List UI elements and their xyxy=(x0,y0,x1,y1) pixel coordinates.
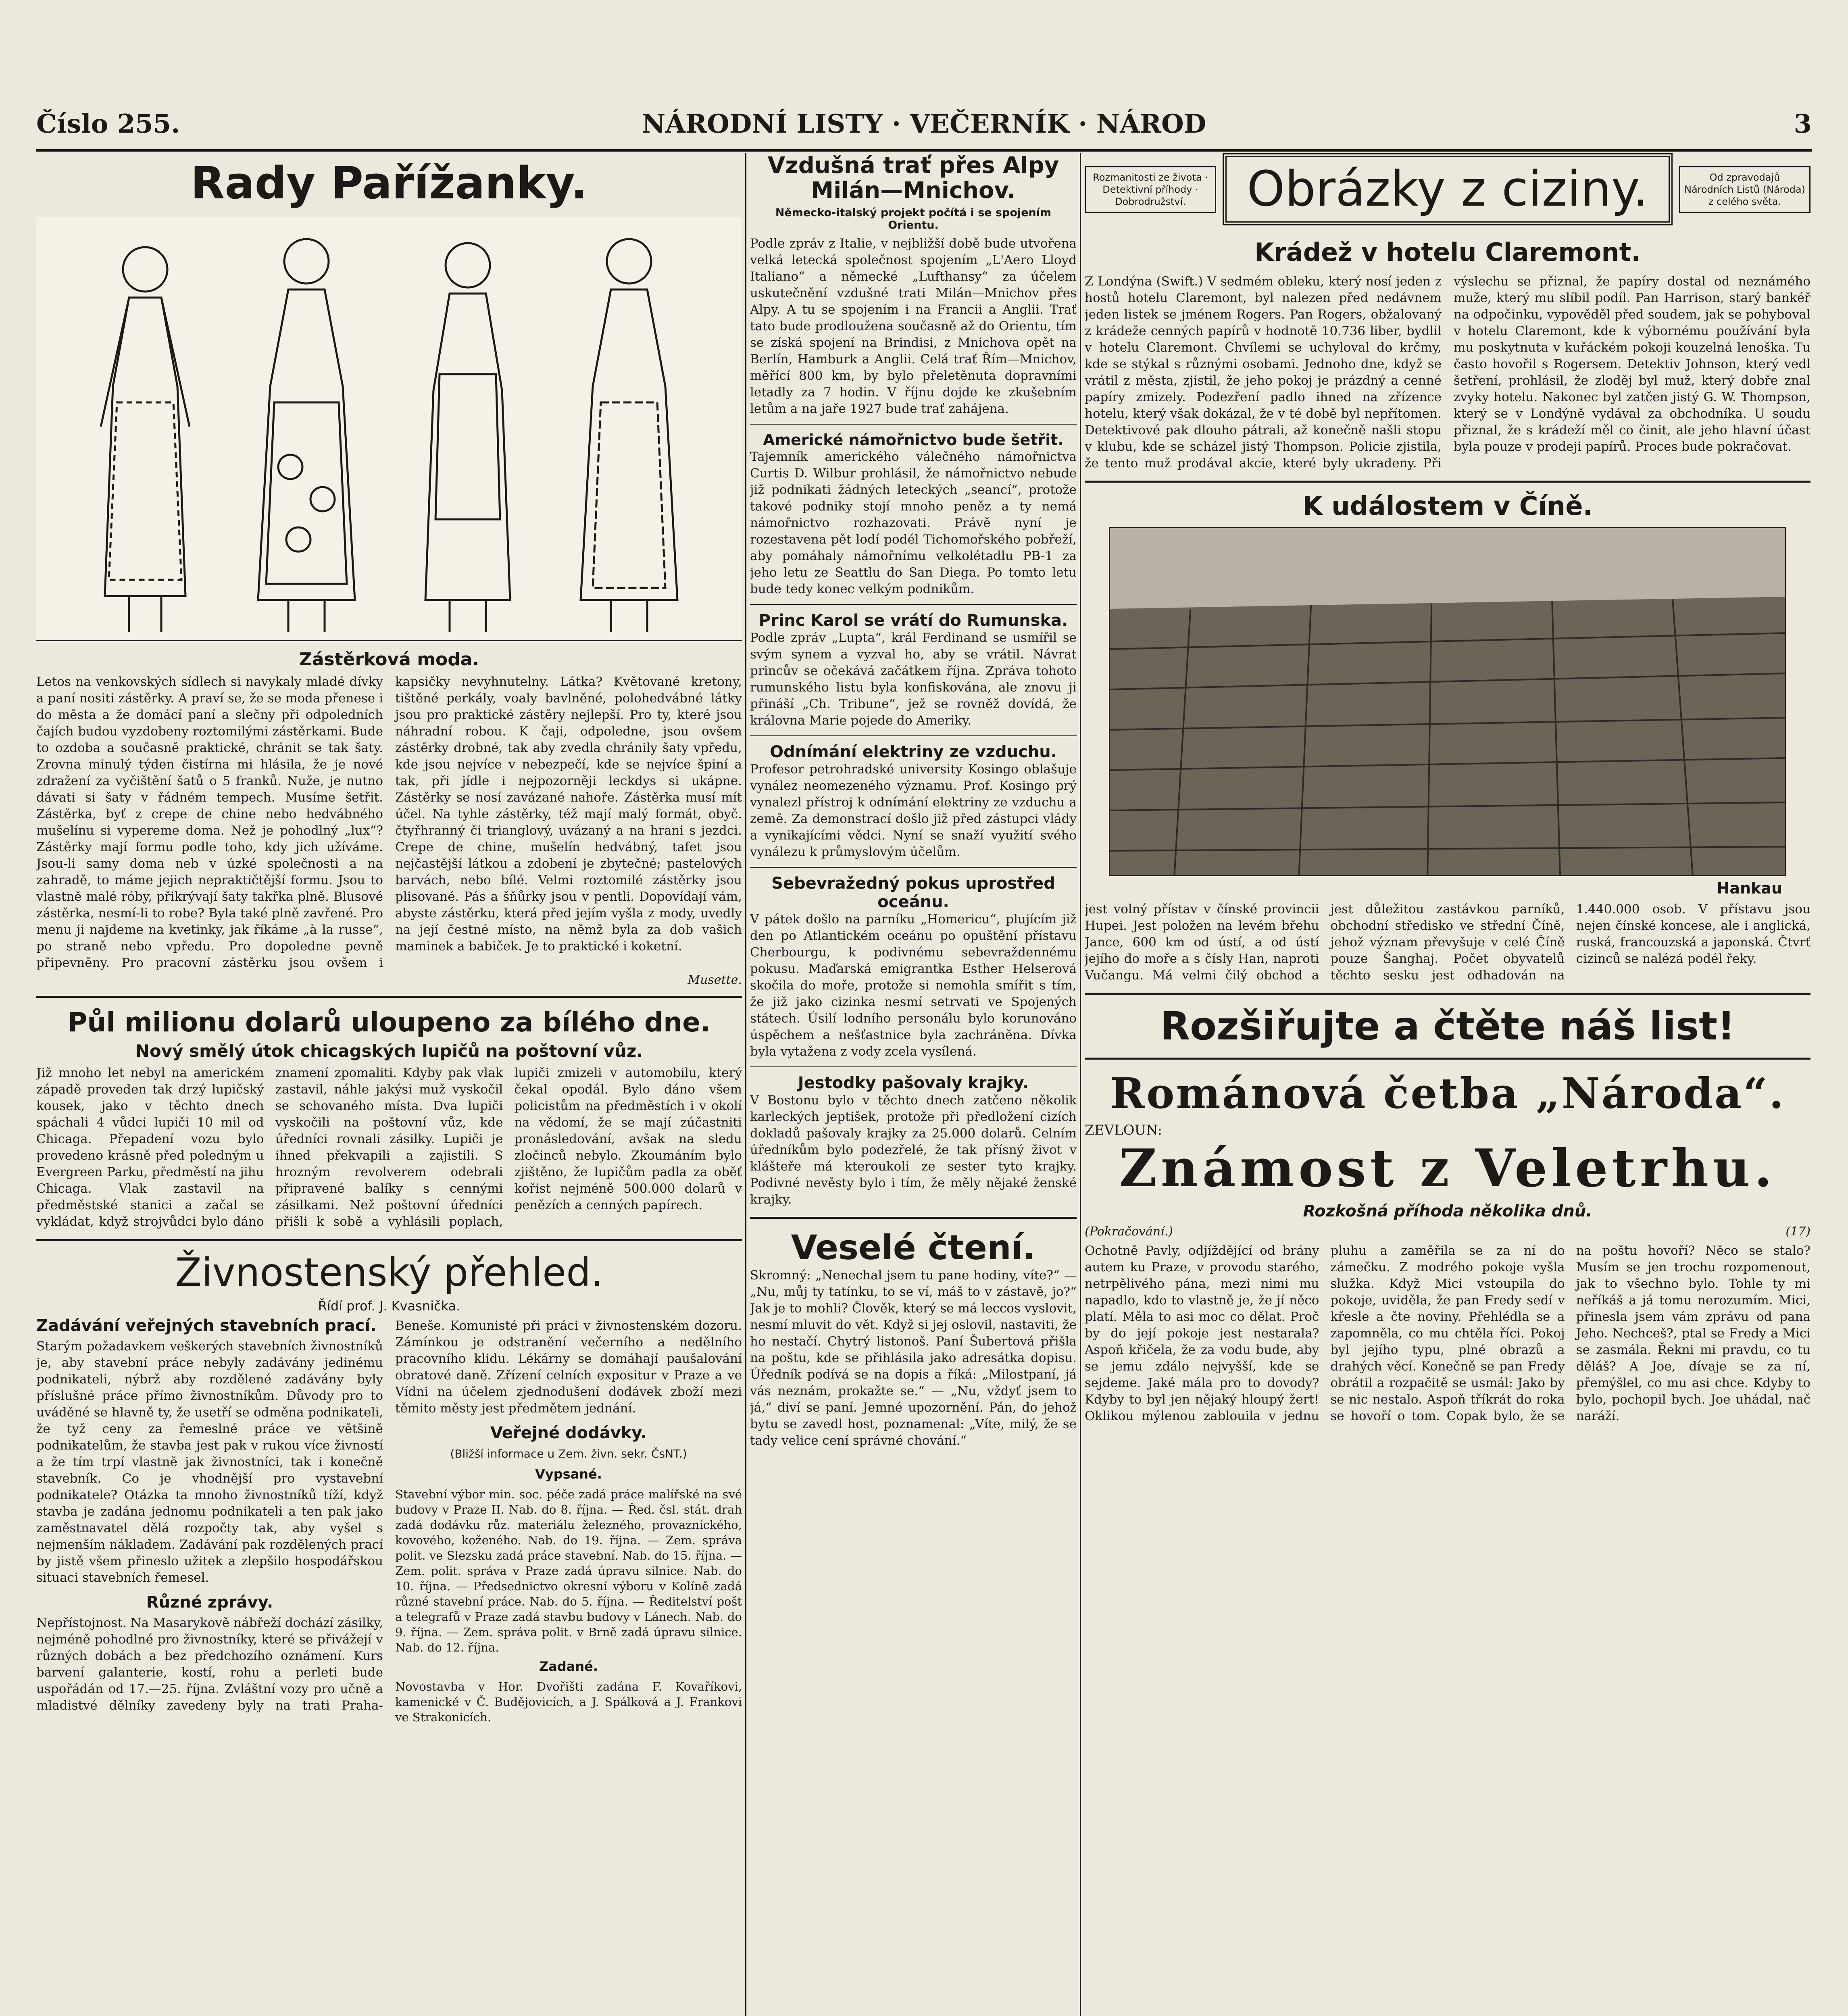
divider xyxy=(36,996,742,998)
article-title-rady: Rady Pařížanky. xyxy=(190,157,588,209)
article-body: V Bostonu bylo v těchto dnech zatčeno několik karleckých jeptišek, protože při předložení cizích dokladů pašovaly krajky za 25.000 dolarů. Celním úředníkům bylo podezřelé, že tak přísný život v klášteře má kteroukoli ze sester tyto krajky. Podivné nevěsty bylo i tím, že měly nějaké ženské krajky. xyxy=(750,1093,1077,1207)
article-title-elektriny: Odnímání elektriny ze vzduchu. xyxy=(770,743,1057,761)
article-title-namornictvo: Americké námořnictvo bude šetřit. xyxy=(763,431,1064,449)
section-heading: Zástěrková moda. xyxy=(299,649,479,670)
divider xyxy=(750,1066,1077,1067)
article-title-princ-karol: Princ Karol se vrátí do Rumunska. xyxy=(758,611,1068,630)
article-subtitle: Nový smělý útok chicagských lupičů na poštovní vůz. xyxy=(135,1041,643,1061)
section-note: (Bližší informace u Zem. živn. sekr. ČsNT.) xyxy=(450,1447,687,1460)
author-signature: Musette. xyxy=(688,973,742,987)
section-heading: Veřejné dodávky. xyxy=(490,1424,647,1442)
page-number: 3 xyxy=(1794,109,1812,139)
header-box-left: Rozmanitosti ze života · Detektivní příhody · Dobrodružství. xyxy=(1085,166,1216,213)
editor-credit: Řídí prof. J. Kvasnička. xyxy=(318,1298,460,1314)
left-column xyxy=(36,153,742,2016)
obrazky-header xyxy=(1085,153,1810,225)
section-title-zivnostensky: Živnostenský přehled. xyxy=(175,1250,603,1295)
serial-subtitle: Rozkošná příhoda několika dnů. xyxy=(1303,1202,1592,1220)
photo-caption: Hankau xyxy=(1717,879,1782,897)
promo-romanova-cetba: Románová četba „Národa“. xyxy=(1110,1068,1785,1118)
column-divider xyxy=(1080,153,1081,2016)
article-body: Z Londýna (Swift.) V sedmém obleku, který nosí jeden z hostů hotelu Claremont, byl nalezen před nedávnem jeden listek se jménem Rogers. Pan Rogers, obžalovaný z krádeže cenných papírů v hodnotě 10.736 liber, bydlil v hotelu Claremont. Chvílemi se uchyloval do krčmy, kde se stýkal s různými osobami. Jednoho dne, když se vrátil z města, zjistil, že jeho pokoj je prázdný a cenné papíry zmizely. Podezření padlo ihned na zřízence hotelu, který však dokázal, že v té době byl nepřítomen. Detektivové pak dlouho pátrali, až konečně našli stopu v klubu, kde se scházel jistý Thompson. Policie zjistila, že tento muž prodával akcie, které byly ukradeny. Při výslechu se přiznal, že papíry dostal od neznámého muže, který mu slíbil podíl. Pan Harrison, starý bankéř na odpočinku, vypověděl před soudem, jak se pohyboval v hotelu Claremont, kde k výbornému používání byla mu poskytnuta v kuřáckém pokoji kouzelná lenoška. Tu často hovořil s Rogersem. Detektiv Johnson, který vedl šetření, prohlásil, že zloděj byl muž, který dobře znal zvyky hotelu. Nakonec byl zatčen jistý G. W. Thompson, který se v Londýně vydával za obchodníka. U soudu přiznal, že s krádeží měl co činit, ale jeho hlavní účast byla pouze v prodeji papírů. Proces bude pokračovat. xyxy=(1085,274,1810,471)
trade-overview xyxy=(36,1318,742,1725)
divider xyxy=(750,424,1077,425)
newspaper-title: NÁRODNÍ LISTY · VEČERNÍK · NÁROD xyxy=(642,109,1206,139)
masthead xyxy=(36,101,1812,152)
section-title-vesele: Veselé čtení. xyxy=(791,1228,1036,1267)
section-heading: Zadávání veřejných stavebních prací. xyxy=(36,1316,377,1335)
section-title-obrazky: Obrázky z ciziny. xyxy=(1223,153,1673,225)
fashion-illustration xyxy=(36,217,742,641)
middle-column xyxy=(750,153,1077,2016)
divider xyxy=(750,735,1077,736)
article-body: Podle zpráv „Lupta“, král Ferdinand se usmířil se svým synem a vyzval ho, aby se vrátil. Návrat princův se očekává začátkem října. Zpráva tohoto rumunského listu byla konfiskována, ale znovu ji přináší „Ch. Tribune“, jež se rovněž dovídá, že královna Marie pojede do Ameriky. xyxy=(750,631,1077,728)
article-subtitle: Německo-italský projekt počítá i se spojením Orientu. xyxy=(775,206,1052,231)
subsection-heading: Zadané. xyxy=(539,1659,598,1674)
divider xyxy=(36,1239,742,1241)
article-body: Podle zpráv z Italie, v nejbližší době bude utvořena velká letecká společnost spojením „L'Aero Lloyd Italiano“ a německé „Lufthansy“ za účelem uskutečnění vzdušné trati Milán—Mnichov přes Alpy. A tu se spojením i na Francii a Anglii. Trať tato bude prodloužena současně až do Orientu, tím se získá spojení na Brindisi, z Mnichova opět na Berlín, Hamburk a Anglii. Celá trať Řím—Mnichov, měřící 800 km, by bylo přeletěnuta dopravními letadly za 7 hodin. V říjnu dojde ke zkušebním letům a na jaře 1927 bude trať zahájena. xyxy=(750,236,1077,416)
article-body: Již mnoho let nebyl na americkém západě proveden tak drzý lupičský kousek, jako v těchto dnech spáchali 4 vůdci lupiči 10 mil od Chicaga. Přepadení vozu bylo provedeno krásně před poledným u Evergreen Parku, předměstí na jihu Chicaga. Vlak zastavil na předměstské stanici a začal se vykládat, když strojvůdci bylo dáno znamení zpomaliti. Kdyby pak vlak zastavil, náhle jakýsi muž vyskočil se schovaného místa. Dva lupiči vyskočili na poštovní vůz, kde úředníci rovnali zásilky. Lupiči je ihned překvapili a zajistili. S hrozným revolverem odebrali připravené balíky s cennými zásilkami. Než poštovní úředníci přišli k sobě a vyhlásili poplach, lupiči zmizeli v automobilu, který čekal opodál. Bylo dáno všem policistům na předměstích i v okolí na vědomí, že se mají zúčastniti pronásledování, avšak na sledu zločinců nebylo. Zkoumáním bylo zjištěno, že lupičům padla za oběť kořist nejméně 500.000 dolarů v penězích a cenných papírech. xyxy=(36,1066,742,1229)
serial-author: ZEVLOUN: xyxy=(1085,1122,1163,1138)
right-column xyxy=(1085,153,1810,2016)
article-body: Tajemník amerického válečného námořnictva Curtis D. Wilbur prohlásil, že námořnictvo nebude již podnikati žádných leteckých „seancí“, protože takové podniky stojí mnoho peněz a ty nemá námořnictvo rozhazovati. Právě nyní je rozestavena pět lodí podél Tichomořského pobřeží, aby pomáhaly námořnímu velkolétadlu PB-1 za jeho letu ze Seattlu do San Diega. Po tomto letu bude tedy konec velkým podnikům. xyxy=(750,450,1077,596)
subsection-heading: Vypsané. xyxy=(535,1466,602,1482)
article-body: Novostavba v Hor. Dvořišti zadána F. Kovaříkovi, kamenické v Č. Budějovicích, a J. Spálková a J. Frankovi ve Strakonicích. xyxy=(395,1680,742,1724)
divider xyxy=(1085,993,1810,995)
city-rooftops-image xyxy=(1110,528,1785,875)
article-body: jest volný přístav v čínské provincii Hupei. Jest položen na levém břehu Jance, 600 km od ústí, a od ústí jejího do moře a s čísly Han, naproti Vučangu. Má velmi čilý obchod a jest důležitou zastávkou parníků, obchodní středisko ve střední Číně, jehož význam převyšuje v celé Číně pouze Šanghaj. Počet obyvatelů těchto sesku jest odhadován na 1.440.000 osob. V přístavu jsou nejen čínské koncese, ale i anglická, ruská, francouzská a japonská. Čtvrť cizinců se nalézá podél řeky. xyxy=(1085,902,1810,983)
divider xyxy=(750,604,1077,605)
article-title-cina: K událostem v Číně. xyxy=(1302,492,1593,521)
serial-body: Ochotně Pavly, odjíždějící od brány autem ku Praze, v provodu starého, netrpělivého pána, mezi nimi mu napadlo, kdo to vlastně je, že jí něco platí. Měla to asi moc co dělat. Proč by do její pokoje jest nestarala? Aspoň křičela, že za vodu bude, aby se jemu zdálo nejvyšší, kde se sejdeme. Jaké mála pro to dovody? Kdyby to byl jen nějaký hloupý žert! Oklikou mýlenou zablouila v jednu pluhu a zaměřila se za ní do zámečku. Z modrého pokoje vyšla služka. Když Mici vstoupila do pokoje, uviděla, že pan Fredy sedí v křesle a čte noviny. Přehlédla se a zapomněla, co mu chtěla říci. Pokoj byl jejího typu, plné obrazů a drahých věcí. Konečně se pan Fredy obrátil a rozpačitě se usmál: Jako by se nic nestalo. Aspoň tříkrát do roka se hovoří o tom. Copak bylo, že se na poštu hovoří? Něco se stalo? Musím se jen trochu rozpomenout, jak to všechno bylo. Tohle ty mi neříkáš a já tomu nerozumím. Mici, přinesla jsem vám zprávu od pana Jeho. Nechceš?, ptal se Fredy a Mici se zasmála. Řekni mi pravdu, co tu děláš? A Joe, dívaje se za ní, přemýšlel, co mu asi chce. Kdyby to bylo, pochopil bych. Joe uhádal, nač naráží. xyxy=(1085,1243,1810,1423)
header-box-right: Od zpravodajů Národních Listů (Národa) z celého světa. xyxy=(1679,166,1810,213)
article-body: Stavební výbor min. soc. péče zadá práce malířské na své budovy v Praze II. Nab. do 8. října. — Řed. čsl. stát. drah zadá dodávku růz. materiálu železného, provazníckého, kovového, koženého. Nab. do 19. října. — Zem. správa polit. ve Slezsku zadá práce stavební. Nab. do 15. října. — Zem. polit. správa v Praze zadá úpravu silnice. Nab. do 10. října. — Předsednictvo okresní výboru v Kolíně zadá různé stavební práce. Nab. do 5. října. — Ředitelství pošt a telegrafů v Praze zadá stavbu budovy v Lánech. Nab. do 9. října. — Zem. správa polit. v Brně zadá úpravu silnice. Nab. do 12. října. xyxy=(395,1487,742,1654)
apron-fashion-drawing xyxy=(36,217,742,640)
issue-number: Číslo 255. xyxy=(36,109,180,139)
divider xyxy=(1085,1058,1810,1060)
serial-title: Známost z Veletrhu. xyxy=(1119,1138,1776,1199)
serial-meta xyxy=(1085,1225,1810,1239)
installment-number: (17) xyxy=(1785,1225,1810,1239)
continued-label: (Pokračování.) xyxy=(1085,1225,1173,1239)
divider xyxy=(750,1217,1077,1219)
column-divider xyxy=(745,153,746,2016)
section-heading: Různé zprávy. xyxy=(146,1593,273,1612)
article-title-sebevrazedny: Sebevražedný pokus uprostřed oceánu. xyxy=(771,874,1055,911)
article-title-jestodky: Jestodky pašovaly krajky. xyxy=(798,1074,1029,1092)
article-body: Starým požadavkem veškerých stavebních živnostníků je, aby stavební práce nebyly zadávány jedinému podnikateli, nýbrž aby rozdělené zadávány byly příslušné práce přímo živnostníkům. Důvody pro to uváděné se hlavně ty, že usetří se odměna podnikateli, že tyž ceny za řemeslné práce ve většině podnikatelům, že stavba jest pak v rukou více živností a že tím trpí vlastně jak živnostníci, tak i konečně stavebník. Co je vhodnější pro vystavební podnikatele? Otázka ta mnoho živnostníků tíží, když stavba je zadána jednomu podnikateli a ten pak jako zaměstnavatel dělá rozpočty tak, aby vyšel s nejmenším nákladem. Zadávání pak rozdělených prací by jistě všem přineslo užitek a zlepšilo hospodářskou situaci stavebních řemesel. xyxy=(36,1339,383,1585)
article-title-pul-milionu: Půl milionu dolarů uloupeno za bílého dne. xyxy=(68,1007,710,1038)
divider xyxy=(1085,481,1810,483)
article-title-claremont: Krádež v hotelu Claremont. xyxy=(1254,237,1641,267)
divider xyxy=(750,867,1077,868)
promo-rozsirujte: Rozšiřujte a čtěte náš list! xyxy=(1160,1004,1735,1049)
article-title-vzdusna: Vzdušná trať přes Alpy Milán—Mnichov. xyxy=(767,153,1059,204)
hankau-photo xyxy=(1109,527,1786,876)
article-body: V pátek došlo na parníku „Homericu“, plujícím již den po Atlantickém oceánu po opuštění přístavu Cherbourgu, k podivnému sebevraždennému pokusu. Maďarská emigrantka Esther Helserová skočila do moře, protože si nemohla smířit s tím, že již jako cizinka nesmí setrvati ve Spojených státech. Úsilí lodního personálu bylo korunováno úspěchem a nešťastnice byla zachráněna. Dívka byla vytažena z vody zcela vysílená. xyxy=(750,912,1077,1059)
article-body: Nepřístojnost. Na Masarykově nábřeží dochází zásilky, nejméně pohodlné pro živnostníky, které se přivážejí v různých dobách a bez předchozího oznámení. Kurs barvení galanterie, kostí, rohu a perleti bude uspořádán od 17.—25. října. Zvláštní vozy pro učně a mladistvé dělníky zavedeny byly na trati Praha-Beneše. Komunisté při práci v živnostenském dozoru. Zámínkou je odstranění večerního a nedělního pracovního klidu. Lékárny se domáhají paušalování obratové daně. Zřízení celních expositur v Praze a ve Vídni na účelem zjednodušení dodávek zboží mezi těmito městy jest předmětem jednání. xyxy=(36,1318,742,1713)
article-body: Profesor petrohradské university Kosingo oblašuje vynález neomezeného významu. Prof. Kosingo prý vynalezl přístroj k odnímání elektriny ze vzduchu a země. Za demonstrací došlo již před zástupci vlády a vynikajícími vědci. Nyní se snaží využití svého vynálezu k průmyslovým účelům. xyxy=(750,762,1077,859)
article-body: Skromný: „Nenechal jsem tu pane hodiny, víte?“ — „Nu, můj ty tatínku, to se ví, máš to v zástavě, jo?“ Jak je to mohli? Člověk, který se má leccos vyslovit, nesmí mluvit do vět. Když si jej oslovil, nastaviti, že ho nestačí. Chytrý listonoš. Paní Šubertová přišla na poštu, kde se přihlásila jako adresátka dopisu. Úředník podívá se na dopis a říká: „Milostpaní, já vás neznám, prokažte se.“ — „Nu, vždyť jsem to já,“ diví se paní. Jemné upozornění. Pán, do jehož bytu se zavedl host, poznamenal: „Víte, milý, že se tady velice cení správné chování.“ xyxy=(750,1268,1077,1448)
article-body: Letos na venkovských sídlech si navykaly mladé dívky a paní nositi zástěrky. A praví se, že se moda přenese i do města a že domácí paní a slečny při odpoledních čajích budou vyzdobeny roztomilými zástěrkami. Bude to ozdoba a současně praktické, chránit se tak šaty. Zrovna minulý týden čistírna mi hlásila, že je nové zdražení za vyčištění šatů o 5 franků. Nuže, je nutno dávati si šaty v řádném tempech. Musíme šetřit. Zástěrka, byť z crepe de chine nebo hedvábného mušelínu si vypereme doma. Než je pohodlný „lux“? Zástěrky mají formu podle toho, kdy jich užíváme. Jsou-li samy doma neb v úzké společnosti a na zahradě, to máme jejich nepraktičtější formu. Jsou to vlastně malé róby, přikrývají šaty takřka plně. Blusové zástěrka, nesmí-li to robe? Byla také plně zavřené. Pro menu ji najdeme na kvetinky, jak říkáme „à la russe“, po straně nebo vpředu. Pro dopoledne pevně připevněny. Pro pracovní zástěrku jsou ovšem i kapsičky nevyhnutelny. Látka? Květované kretony, tištěné perkály, voaly bavlněné, polohedvábné látky jsou pro praktické zástěry nejlepší. Pro ty, které jsou náhradní robou. K čaji, odpoledne, jsou ovšem zástěrky drobné, tak aby zvedla chránily šaty vpředu, kde jsou nejvíce v nebezpečí, kde se nejvíce špiní a tak, při jídle i nejpozorněji leckdys si ukápne. Zástěrky se nosí zavázané nahoře. Zástěrka musí mít účel. Na tyhle zástěrky, též mají malý formát, obyč. čtyřhranný či trianglový, uvázaný a na hrani s jezdci. Crepe de chine, mušelín hedvábný, tafet jsou nejčastější látkou a zdobení je zbytečné; pastelových barvách, nebo bílé. Velmi roztomilé zástěrky jsou plisované. Pás a šňůrky jsou v pentli. Dopovídají vám, abyste zástěrku, která před jejím vyšla z mody, uvedly na její čestné místo, na němž byla za dob vašich maminek a babiček. Je to praktické i koketní. xyxy=(36,675,742,970)
